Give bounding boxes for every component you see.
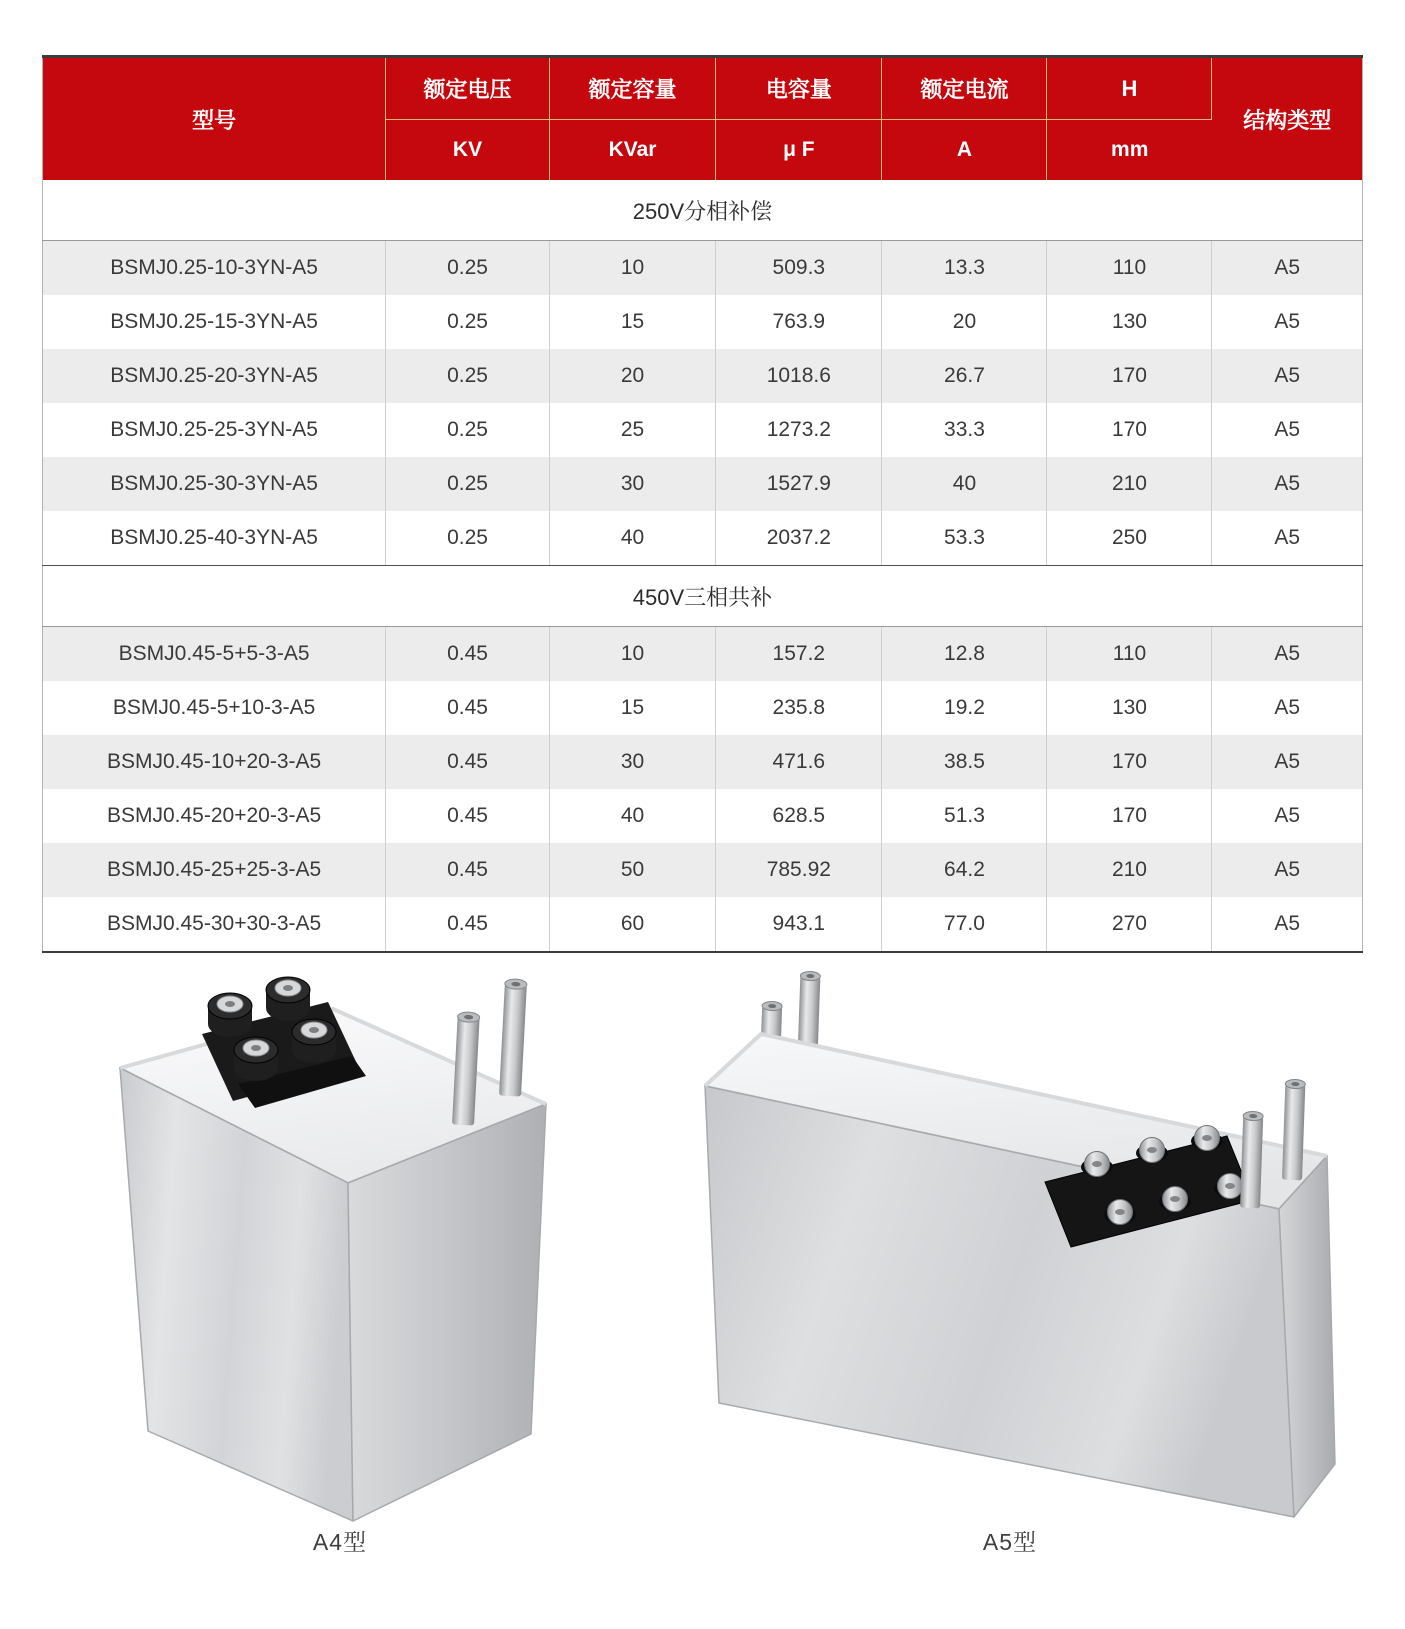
value-cell: 785.92	[716, 843, 882, 897]
capacitor-a4-photo	[90, 972, 590, 1524]
section-row	[43, 566, 1363, 627]
value-cell: 1018.6	[716, 349, 882, 403]
value-cell: 130	[1047, 681, 1212, 735]
value-cell: 170	[1047, 349, 1212, 403]
value-cell: 0.45	[386, 735, 550, 789]
value-cell: A5	[1212, 627, 1363, 682]
value-cell: 13.3	[882, 241, 1047, 296]
col-header-model: 型号	[43, 57, 386, 181]
value-cell: A5	[1212, 349, 1363, 403]
value-cell: 30	[549, 457, 715, 511]
model-cell: BSMJ0.25-25-3YN-A5	[43, 403, 386, 457]
value-cell: 0.45	[386, 627, 550, 682]
model-cell: BSMJ0.45-5+10-3-A5	[43, 681, 386, 735]
col-header-rated-capacity: 额定容量	[549, 57, 715, 120]
value-cell: 0.25	[386, 457, 550, 511]
table-row	[43, 457, 1363, 511]
value-cell: 0.45	[386, 897, 550, 952]
value-cell: 270	[1047, 897, 1212, 952]
model-cell: BSMJ0.45-10+20-3-A5	[43, 735, 386, 789]
value-cell: 0.25	[386, 511, 550, 566]
value-cell: A5	[1212, 843, 1363, 897]
value-cell: 0.45	[386, 843, 550, 897]
table-row	[43, 403, 1363, 457]
col-header-structure-type: 结构类型	[1212, 57, 1363, 181]
table-row	[43, 511, 1363, 566]
value-cell: 509.3	[716, 241, 882, 296]
value-cell: 26.7	[882, 349, 1047, 403]
value-cell: 19.2	[882, 681, 1047, 735]
value-cell: 33.3	[882, 403, 1047, 457]
col-header-rated-current: 额定电流	[882, 57, 1047, 120]
table-row	[43, 897, 1363, 952]
table-row	[43, 843, 1363, 897]
model-cell: BSMJ0.45-20+20-3-A5	[43, 789, 386, 843]
value-cell: A5	[1212, 457, 1363, 511]
col-header-height: H	[1047, 57, 1212, 120]
value-cell: 0.25	[386, 403, 550, 457]
value-cell: 0.45	[386, 789, 550, 843]
unit-uf: μ F	[716, 120, 882, 181]
model-cell: BSMJ0.25-30-3YN-A5	[43, 457, 386, 511]
figure-caption-a4: A4型	[312, 1529, 368, 1555]
figure-capacitor-a4	[90, 972, 590, 1524]
model-cell: BSMJ0.45-25+25-3-A5	[43, 843, 386, 897]
value-cell: 110	[1047, 627, 1212, 682]
table-row	[43, 681, 1363, 735]
model-cell: BSMJ0.25-15-3YN-A5	[43, 295, 386, 349]
value-cell: 20	[549, 349, 715, 403]
table-row	[43, 627, 1363, 682]
value-cell: 2037.2	[716, 511, 882, 566]
value-cell: 1527.9	[716, 457, 882, 511]
value-cell: 130	[1047, 295, 1212, 349]
value-cell: 210	[1047, 843, 1212, 897]
value-cell: 40	[549, 511, 715, 566]
model-cell: BSMJ0.45-5+5-3-A5	[43, 627, 386, 682]
section-title: 250V分相补偿	[43, 180, 1363, 241]
value-cell: A5	[1274, 804, 1301, 827]
value-cell: 1273.2	[716, 403, 882, 457]
value-cell: 235.8	[716, 681, 882, 735]
value-cell: 25	[549, 403, 715, 457]
unit-mm: mm	[1047, 120, 1212, 181]
model-cell: BSMJ0.25-10-3YN-A5	[43, 241, 386, 296]
value-cell: 40	[882, 457, 1047, 511]
value-cell: A5	[1212, 511, 1363, 566]
col-header-rated-voltage: 额定电压	[386, 57, 550, 120]
value-cell: 51.3	[882, 789, 1047, 843]
value-cell: 30	[549, 735, 715, 789]
value-cell: 471.6	[716, 735, 882, 789]
table-row	[43, 241, 1363, 296]
unit-kvar: KVar	[549, 120, 715, 181]
figure-caption-a5: A5型	[982, 1529, 1038, 1555]
model-cell: BSMJ0.25-20-3YN-A5	[43, 349, 386, 403]
value-cell: 15	[549, 681, 715, 735]
table-row	[43, 295, 1363, 349]
value-cell: A5	[1274, 696, 1301, 719]
value-cell: 10	[549, 241, 715, 296]
value-cell: 0.25	[386, 241, 550, 296]
a5-stud-terminal	[1240, 1111, 1263, 1208]
figure-capacitor-a5	[665, 950, 1355, 1542]
value-cell: 0.25	[386, 295, 550, 349]
value-cell: 628.5	[716, 789, 882, 843]
value-cell: 763.9	[716, 295, 882, 349]
value-cell: 250	[1047, 511, 1212, 566]
value-cell: 943.1	[716, 897, 882, 952]
unit-kv: KV	[386, 120, 550, 181]
value-cell: A5	[1274, 310, 1301, 333]
value-cell: 60	[549, 897, 715, 952]
unit-a: A	[882, 120, 1047, 181]
header-row-titles	[43, 57, 1363, 120]
section-title: 450V三相共补	[43, 566, 1363, 627]
value-cell: 170	[1047, 735, 1212, 789]
value-cell: 20	[882, 295, 1047, 349]
value-cell: A5	[1274, 418, 1301, 441]
value-cell: 12.8	[882, 627, 1047, 682]
value-cell: 53.3	[882, 511, 1047, 566]
value-cell: 40	[549, 789, 715, 843]
model-cell: BSMJ0.25-40-3YN-A5	[43, 511, 386, 566]
col-header-capacitance: 电容量	[716, 57, 882, 120]
value-cell: 0.45	[386, 681, 550, 735]
value-cell: 64.2	[882, 843, 1047, 897]
value-cell: 110	[1047, 241, 1212, 296]
a4-stud-terminal	[499, 979, 527, 1097]
table-row	[43, 349, 1363, 403]
value-cell: 210	[1047, 457, 1212, 511]
value-cell: A5	[1212, 735, 1363, 789]
model-cell: BSMJ0.45-30+30-3-A5	[43, 897, 386, 952]
a5-stud-terminal	[1282, 1079, 1305, 1180]
table-row	[43, 789, 1363, 843]
section-row	[43, 180, 1363, 241]
spec-table-body	[43, 180, 1363, 952]
value-cell: 170	[1047, 789, 1212, 843]
value-cell: 0.25	[386, 349, 550, 403]
value-cell: 157.2	[716, 627, 882, 682]
value-cell: 15	[549, 295, 715, 349]
table-row	[43, 735, 1363, 789]
value-cell: 10	[549, 627, 715, 682]
spec-table	[42, 55, 1363, 953]
capacitor-a5-photo	[665, 950, 1355, 1542]
value-cell: A5	[1212, 241, 1363, 296]
value-cell: 170	[1047, 403, 1212, 457]
value-cell: 77.0	[882, 897, 1047, 952]
value-cell: A5	[1212, 897, 1363, 952]
value-cell: 50	[549, 843, 715, 897]
value-cell: 38.5	[882, 735, 1047, 789]
